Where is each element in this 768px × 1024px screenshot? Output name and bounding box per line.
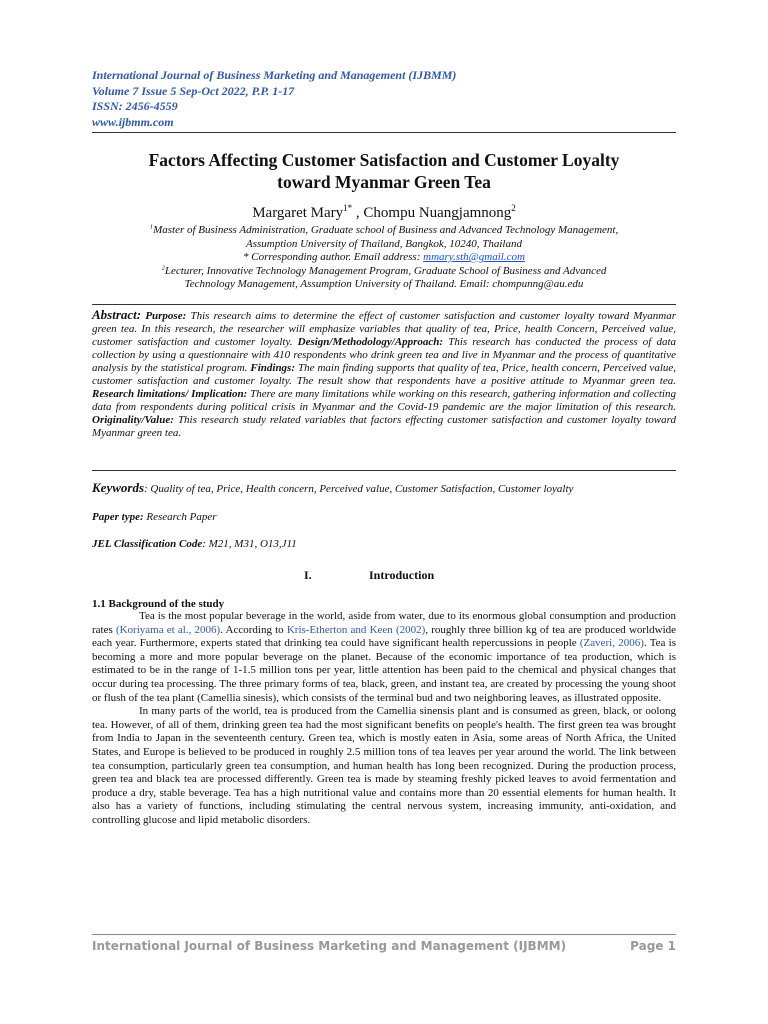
footer-rule [92, 934, 676, 935]
body-text [92, 610, 676, 828]
author-2-mark: 2 [511, 203, 516, 213]
journal-issn: ISSN: 2456-4559 [92, 99, 178, 113]
author-separator: , [352, 205, 364, 221]
affiliation-2-mark: 2 [161, 263, 165, 271]
limitations-text: There are many limitations while working on this research, gathering information and collecting data from respondents during political crisis in Myanmar and the Covid-19 pandemic are the major limitation of this research. [92, 388, 676, 413]
header-rule [92, 132, 676, 133]
journal-volume: Volume 7 Issue 5 Sep-Oct 2022, P.P. 1-17 [92, 83, 295, 98]
section-number: I. [304, 568, 312, 582]
corresponding-label: * Corresponding author. Email address: [243, 251, 424, 263]
affiliations [92, 224, 676, 292]
citation-link[interactable]: (Koriyama et al., 2006) [115, 623, 221, 636]
paper-type-text: Research Paper [143, 511, 217, 523]
design-label: Design/Methodology/Approach: [297, 336, 444, 348]
jel-text: : M21, M31, O13,J11 [202, 538, 297, 550]
keywords-text: : Quality of tea, Price, Health concern, Perceived value, Customer Satisfaction, Customer loyalty [144, 483, 574, 495]
paper-type [92, 511, 676, 523]
paragraph-text: , roughly three billion kg of tea are produced worldwide each year. Furthermore, experts stated that drinking tea could have significant health repercussions in people [92, 623, 677, 650]
paragraph [92, 610, 676, 705]
title-line-1: Factors Affecting Customer Satisfaction and Customer Loyalty [148, 150, 620, 170]
journal-header [92, 68, 676, 130]
abstract-bottom-rule [92, 470, 676, 471]
author-1-mark: 1* [343, 203, 353, 213]
keywords [92, 481, 676, 496]
paragraph-text: Tea is the most popular beverage in the world, aside from water, due to its enormous global consumption and production rates [92, 610, 676, 636]
findings-label: Findings: [250, 362, 296, 374]
paper-type-label: Paper type: [92, 511, 144, 523]
paragraph-text: . Tea is becoming a more and more popular beverage on the planet. Because of the economic importance of tea production, which is estimated to be in the range of 1-1.5 million tons per year, little attention has been paid to the chemical and physical changes that occur during tea processing. The three primary forms of tea, black, green, and instant tea, are created by processing the young shoot or flush of the tea plant (Camellia sinesis), which consists of the terminal bud and two neighboring leaves, as illustrated opposite. [92, 637, 676, 704]
originality-text: This research study related variables that factors effecting customer satisfaction and customer loyalty toward Myanmar green tea. [92, 414, 676, 439]
affiliation-2-line-1 [92, 265, 676, 279]
journal-name: International Journal of Business Marketing and Management (IJBMM) [92, 68, 457, 82]
abstract-label: Abstract: [92, 307, 142, 322]
paragraph: In many parts of the world, tea is produced from the Camellia sinensis plant and is consumed as green, black, or oolong tea. However, of all of them, drinking green tea had the most significant benefits on people's health. The first green tea was brought from India to Japan in the seventeenth century. Green tea, which is mostly eaten in Asia, some areas of North Africa, the United States, and Europe is believed to be produced in roughly 2.5 million tons of tea leaves per year around the world. The link between tea consumption, particularly green tea consumption, and human health has long been recognized. During the production process, green tea and black tea are processed differently. Green tea is made by steaming freshly picked leaves to avoid fermentation and produce a dry, stable beverage. Tea has a high nutritional value and contains more than 20 essential elements for human health. It also has a variety of functions, including stimulating the central nervous system, increasing immunity, anti-oxidation, and controlling glucose and lipid metabolic disorders. [92, 705, 676, 826]
affiliation-2-text: Lecturer, Innovative Technology Management Program, Graduate School of Business and Advanced [164, 264, 607, 277]
findings-text: The main finding supports that quality of tea, Price, health concern, Perceived value, customer satisfaction and customer loyalty. The result show that respondents have a positive attitude to Myanmar green tea. [92, 362, 677, 387]
page-footer [92, 939, 676, 953]
paper-title [92, 149, 676, 193]
limitations-label: Research limitations/ Implication: [92, 388, 248, 400]
keywords-label: Keywords [92, 480, 144, 495]
corresponding-email-link[interactable]: mmary.sth@gmail.com [423, 251, 525, 263]
jel-classification [92, 538, 676, 550]
page-number: Page 1 [630, 939, 676, 953]
citation-link[interactable]: Kris-Etherton and Keen (2002) [286, 623, 426, 636]
affiliation-1-mark: 1 [149, 223, 154, 231]
corresponding-author [92, 251, 676, 265]
originality-label: Originality/Value: [92, 414, 174, 426]
author-2: Chompu Nuangjamnong [363, 205, 512, 221]
abstract [92, 308, 676, 440]
jel-label: JEL Classification Code [92, 538, 203, 550]
affiliation-1-line-1 [92, 224, 676, 238]
affiliation-1-line-2: Assumption University of Thailand, Bangkok, 10240, Thailand [246, 237, 522, 250]
design-text: This research has conducted the process of data collection by using a questionnaire with 410 respondents who drink green tea and live in Myanmar and the process of quantitative analysis by the statistical program. [92, 336, 677, 374]
section-title: Introduction [369, 568, 435, 582]
affiliation-1-text: Master of Business Administration, Graduate school of Business and Advanced Technology Management, [153, 224, 619, 236]
paragraph-text: . According to [220, 623, 287, 636]
footer-journal: International Journal of Business Marketing and Management (IJBMM) [92, 939, 567, 953]
citation-link[interactable]: (Zaveri, 2006) [579, 637, 644, 650]
author-1: Margaret Mary [252, 205, 344, 221]
author-list [92, 204, 676, 222]
abstract-top-rule [92, 304, 676, 305]
affiliation-2-line-2: Technology Management, Assumption University of Thailand. Email: chompunng@au.edu [184, 278, 584, 290]
purpose-text: This research aims to determine the effect of customer satisfaction and customer loyalty toward Myanmar green tea. In this research, the researcher will emphasize variables that quality of tea, Price, health Concern, Perceived value, customer satisfaction and customer loyalty. [92, 310, 677, 348]
journal-website[interactable]: www.ijbmm.com [92, 114, 174, 129]
title-line-2: toward Myanmar Green Tea [277, 172, 491, 192]
purpose-label: Purpose: [145, 310, 187, 322]
subsection-heading: 1.1 Background of the study [92, 598, 225, 610]
